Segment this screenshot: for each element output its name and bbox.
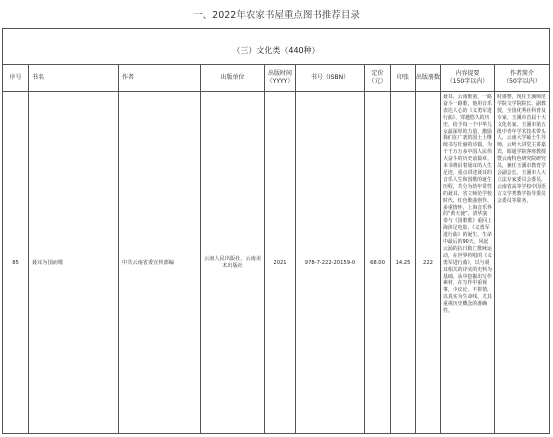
header-summary: 内容提要 （150字以内） — [446, 70, 489, 85]
header-isbn: 书号（ISBN） — [310, 74, 350, 81]
col-divider — [440, 64, 441, 434]
header-volumes: 出版册数 — [416, 74, 441, 81]
cell-author-bio: 时谨謇，现任玉溪师范学院文学院院长、副教授，全国优秀社科普及专家，玉溪市首届十大文化名家，玉溪市第五批中青年学术技术带头人，云南大学硕士生导师，云岭大讲堂主讲嘉宾，昭通学院客座教授暨云南特色研究院研究员，兼任玉溪市教育学会副会长，玉溪市人大立法专家委员会委员，云南省高等学校中国语言文学类教学指导委员会委员等职务。 — [497, 94, 546, 204]
cell-isbn: 978-7-222-20159-0 — [304, 259, 356, 266]
header-publisher: 出版单位 — [220, 74, 245, 81]
cell-pub-time: 2021 — [273, 259, 287, 266]
cell-publisher: 云南人民出版社、云南美术出版社 — [203, 256, 262, 269]
header-author: 作者 — [122, 74, 135, 81]
header-book-name: 书名 — [32, 74, 45, 81]
table-top-border — [2, 28, 550, 29]
recommendation-table — [2, 28, 550, 434]
header-pub-time: 出版时间 （YYYY） — [266, 70, 294, 85]
cell-summary: 聂耳，云南歌童，一路奋斗一路歌，他用音乐表达人心的《义勇军进行曲》，穿越悠久的历史，给予每一个中华儿女最深厚的力量，激励我们在广袤的国土上继续书写壮丽的诗篇，为千千万万多中国人民伟大奋斗的历史前篇章。本书将沿着聂耳的人生足迹，重点讲述聂耳的音乐人生和国歌的诞生历程，共分为幼年常性的聂耳、省立师范学校时代、红色歌曲创作、多重情怀、上海音乐界的“黄天使”、清华演奏与《国歌歌》重回上海涉足电影、《义勇军进行曲》的诞生，生命中最后的90天，风起云涌的抗日救亡歌咏运动，在世界传唱的《义勇军进行曲》，以与聂耳相关的详实的史料为基础，从中挖掘出写作素材，在写作中重视事，少议论，不拼情，以真实为生命线，尤其重视历史概念的准确性。 — [443, 94, 492, 315]
table-right-border — [549, 28, 550, 434]
cell-author: 中共云南省委宣传部编 — [122, 259, 174, 266]
cell-price: 68.00 — [370, 259, 385, 266]
header-seq: 序号 — [9, 74, 22, 81]
cell-seq: 85 — [12, 259, 19, 266]
section-heading: （三）文化类（440种） — [232, 46, 320, 55]
header-author-bio: 作者简介 （50字以内） — [503, 70, 541, 85]
header-price: 定价 （元） — [368, 70, 387, 85]
col-divider — [494, 64, 495, 434]
header-sheets: 印张 — [396, 74, 409, 81]
document-title: 一、2022年农家书屋重点图书推荐目录 — [193, 10, 360, 21]
cell-sheets: 14.25 — [395, 259, 411, 266]
col-divider — [200, 64, 201, 434]
cell-book-name: 聂耳为国而歌 — [32, 259, 64, 266]
cell-volumes: 222 — [423, 259, 433, 266]
